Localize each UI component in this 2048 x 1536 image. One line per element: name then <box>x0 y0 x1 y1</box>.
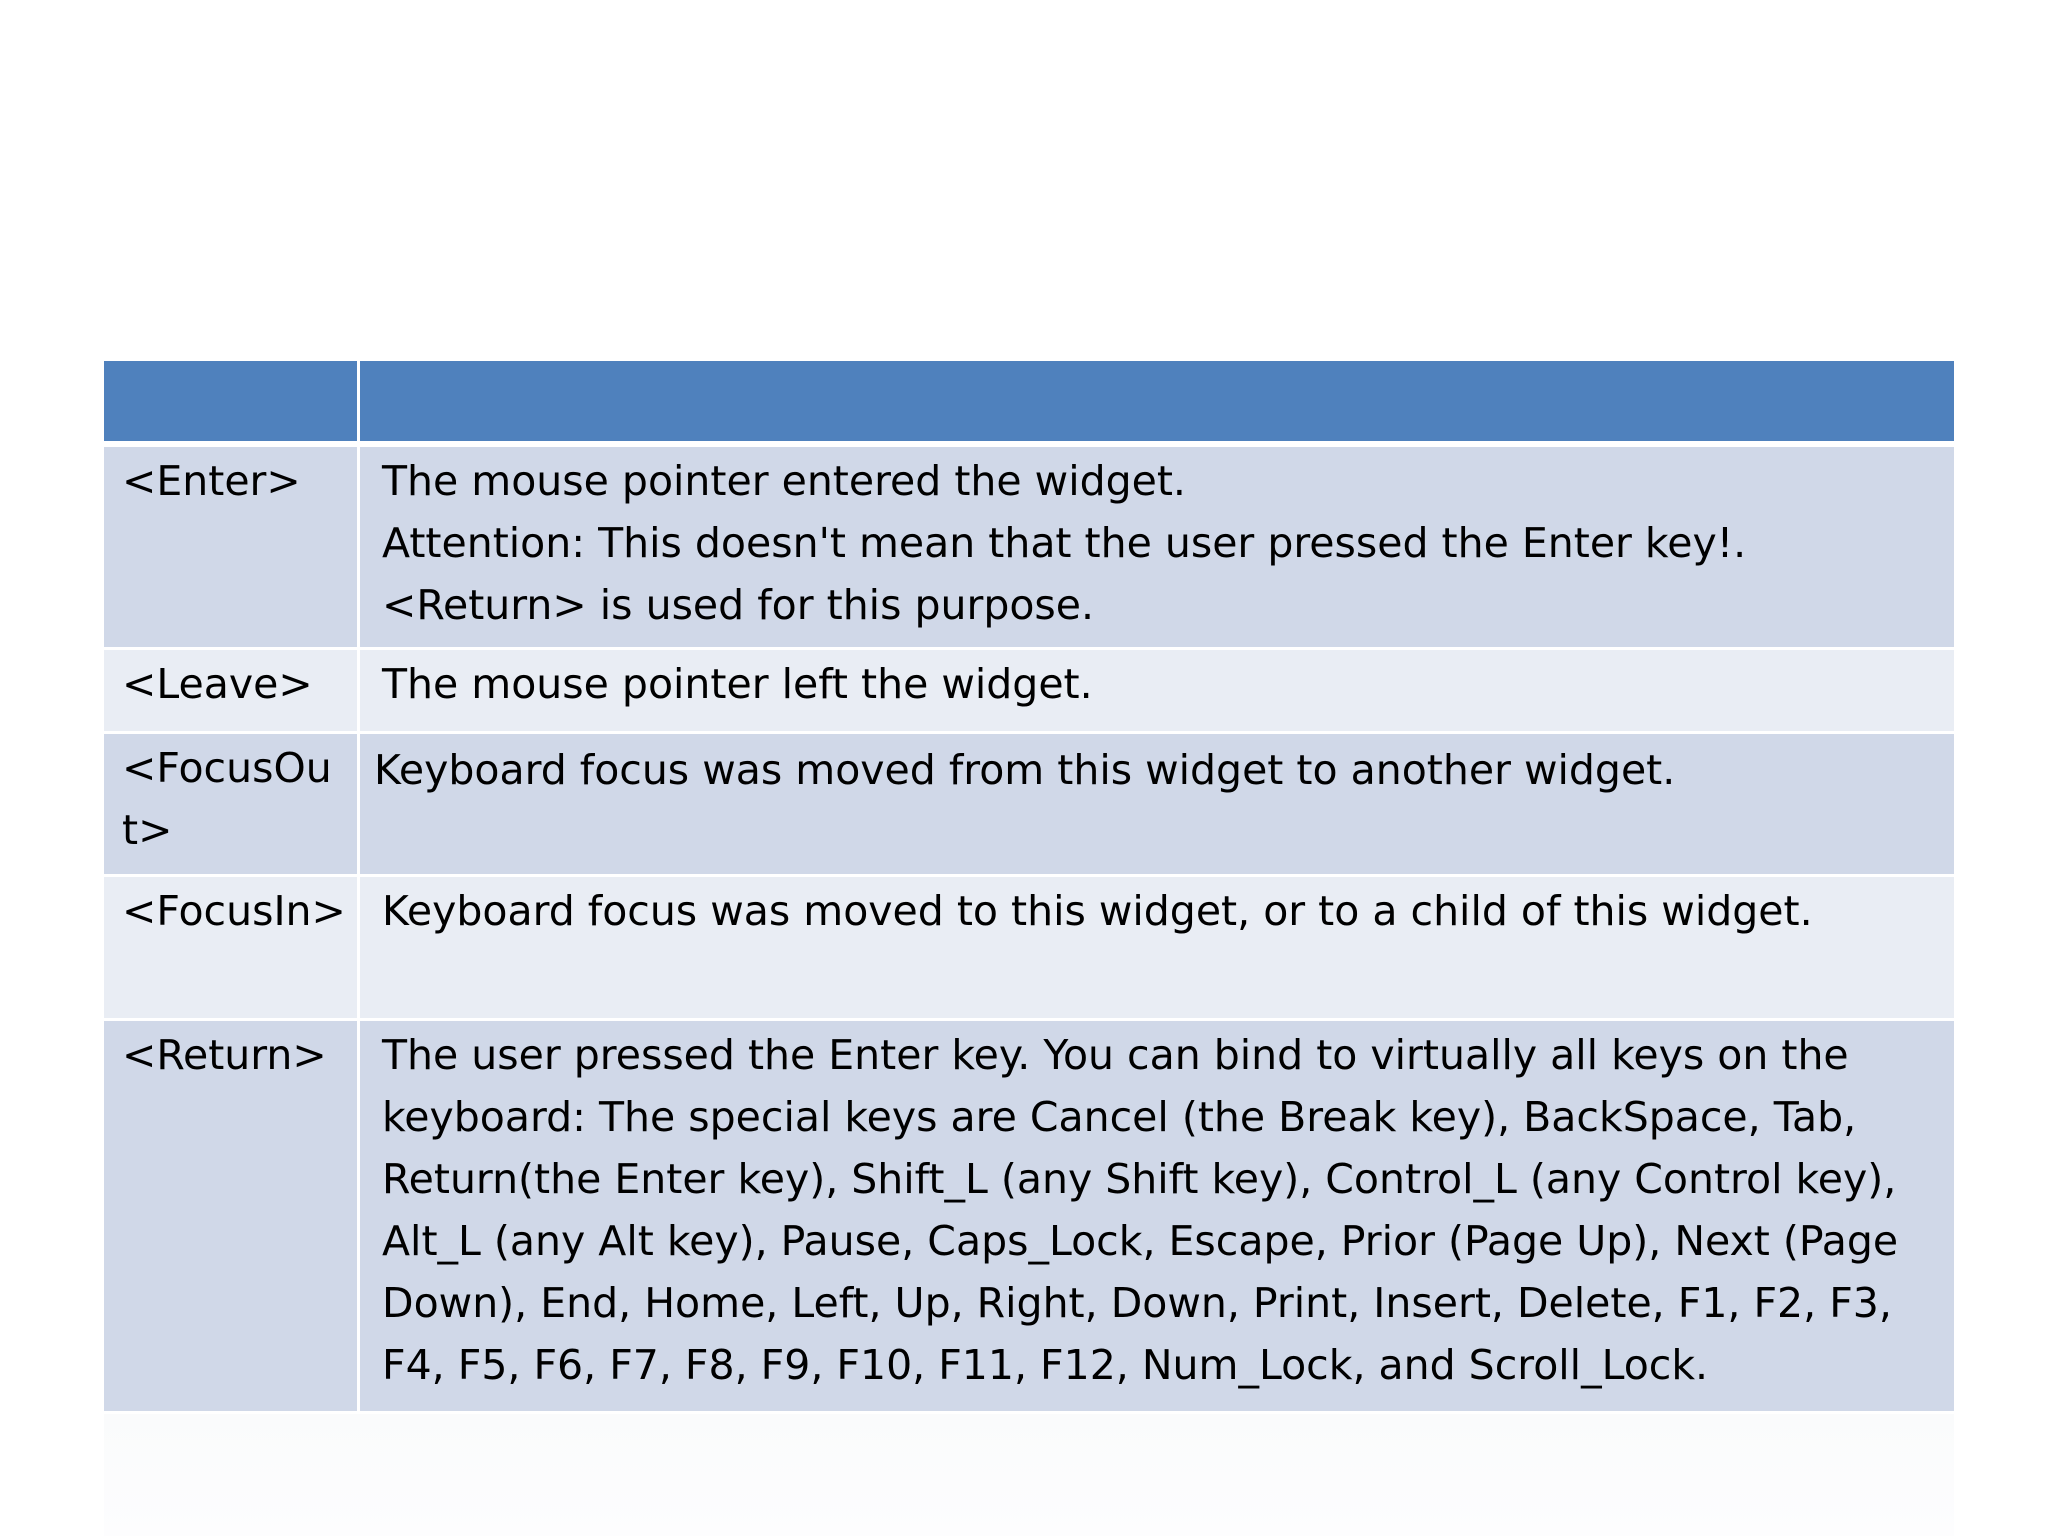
description-line: Return(the Enter key), Shift_L (any Shift key), Control_L (any Control key), <box>382 1155 1897 1203</box>
description-line: <Return> is used for this purpose. <box>382 581 1095 629</box>
event-name-cell <box>104 650 360 734</box>
description-line: The mouse pointer left the widget. <box>382 660 1093 708</box>
events-table <box>104 361 1954 1414</box>
header-cell-description <box>360 361 1954 447</box>
table-row <box>104 447 1954 650</box>
description-line: Attention: This doesn't mean that the user pressed the Enter key!. <box>382 519 1747 567</box>
description-line: Down), End, Home, Left, Up, Right, Down, Print, Insert, Delete, F1, F2, F3, <box>382 1279 1892 1327</box>
event-description-cell <box>360 877 1954 1021</box>
description-line: F4, F5, F6, F7, F8, F9, F10, F11, F12, Num_Lock, and Scroll_Lock. <box>382 1341 1709 1389</box>
description-line: Alt_L (any Alt key), Pause, Caps_Lock, Escape, Prior (Page Up), Next (Page <box>382 1217 1899 1265</box>
header-cell-event <box>104 361 360 447</box>
event-name-cell <box>104 447 360 650</box>
table-row <box>104 877 1954 1021</box>
table-header-row <box>104 361 1954 447</box>
event-name: <Return> <box>122 1031 327 1079</box>
event-name-cell <box>104 734 360 877</box>
event-description-cell <box>360 447 1954 650</box>
slide-footer-area <box>104 1410 1954 1536</box>
event-description-cell <box>360 650 1954 734</box>
description-line: Keyboard focus was moved to this widget, or to a child of this widget. <box>382 887 1813 935</box>
table-row <box>104 734 1954 877</box>
event-name: <FocusOut> <box>122 744 332 854</box>
description-line: keyboard: The special keys are Cancel (the Break key), BackSpace, Tab, <box>382 1093 1857 1141</box>
event-description-cell <box>360 734 1954 877</box>
table-row <box>104 650 1954 734</box>
event-name-cell <box>104 877 360 1021</box>
event-description-cell <box>360 1021 1954 1414</box>
event-name: <Leave> <box>122 660 313 708</box>
table-row <box>104 1021 1954 1414</box>
description-line: Keyboard focus was moved from this widget to another widget. <box>374 746 1676 794</box>
event-name: <Enter> <box>122 457 301 505</box>
description-line: The mouse pointer entered the widget. <box>382 457 1186 505</box>
event-name-cell <box>104 1021 360 1414</box>
description-line: The user pressed the Enter key. You can bind to virtually all keys on the <box>382 1031 1849 1079</box>
event-name: <FocusIn> <box>122 887 346 935</box>
